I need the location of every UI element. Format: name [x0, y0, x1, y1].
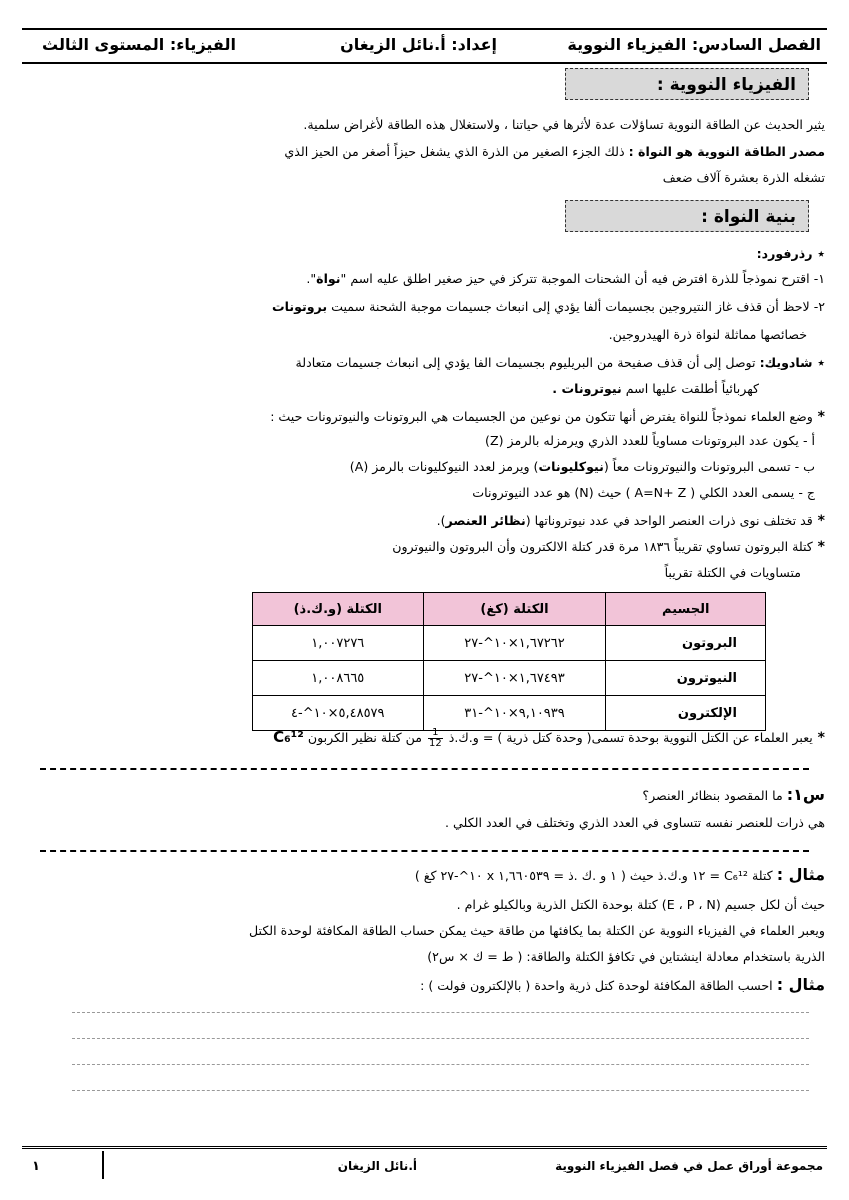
particle-mass-table [252, 592, 766, 731]
answer-line [72, 1090, 809, 1091]
page-number: ١ [32, 1159, 40, 1174]
table-header-cell: الكتلة (و.ك.ذ) [253, 593, 424, 626]
answer-line [72, 1038, 809, 1039]
star-bullet-icon: * [812, 539, 825, 555]
table-header-cell: الجسيم [606, 593, 766, 626]
star-bullet-icon: * [812, 730, 825, 746]
model-point-c: ج - يسمى العدد الكلي ( A=N+ Z ) حيث (N) هو عدد النيوترونات [472, 485, 815, 500]
separator-line [40, 768, 809, 770]
mass-kg: ١,٦٧٤٩٣×١٠^-٢٧ [423, 661, 606, 696]
fraction-one-twelfth: $\frac{1}{12}$ [429, 727, 442, 749]
page-footer [22, 1146, 827, 1181]
star-bullet-icon: ٭ [812, 355, 825, 371]
mass-amu: ١,٠٠٧٢٧٦ [253, 626, 424, 661]
example-2-label: مثال : [776, 975, 825, 994]
particle-name: الإلكترون [606, 696, 766, 731]
table-row [253, 696, 766, 731]
level-label: الفيزياء: المستوى الثالث [42, 35, 236, 54]
chapter-title: الفصل السادس: الفيزياء النووية [567, 35, 821, 54]
energy-source-label: مصدر الطاقة النووية هو النواة : [628, 144, 825, 159]
table-header-row [253, 593, 766, 626]
energy-source-line [24, 143, 825, 161]
section-title-nucleus-structure: بنية النواة : [565, 200, 809, 232]
particle-name: النيوترون [606, 661, 766, 696]
question-label: س١: [786, 785, 825, 804]
example-line-4: الذرية باستخدام معادلة اينشتاين في تكافؤ الكتلة والطاقة: ( ط = ك × س٢) [427, 949, 825, 964]
model-intro: * وضع العلماء نموذجاً للنواة يفترض أنها تتكون من نوعين من الجسيمات هي البروتونات والنيوترونات حيث : [270, 409, 825, 425]
table-row [253, 626, 766, 661]
example-line-2: حيث أن لكل جسيم (E ، P ، N) كتلة بوحدة الكتل الذرية وبالكيلو غرام . [456, 897, 825, 912]
section-title-nuclear-physics: الفيزياء النووية : [565, 68, 809, 100]
answer-line [72, 1064, 809, 1065]
rutherford-point-1: ١- اقترح نموذجاً للذرة افترض فيه أن الشحنات الموجبة تتركز في حيز صغير اطلق عليه اسم "نواة". [306, 271, 825, 286]
chadwick-line-2: كهربائياً أطلقت عليها اسم نيوترونات . [552, 381, 759, 396]
amu-definition-line: * يعبر العلماء عن الكتل النووية بوحدة تسمى( وحدة كتل ذرية ) = و.ك.ذ $\frac{1}{12}$ من كتلة نظير الكربون C₆¹² [273, 727, 825, 749]
star-bullet-icon: * [812, 409, 825, 425]
energy-source-text-2: تشغله الذرة بعشرة آلاف ضعف [662, 170, 825, 185]
example-2-line: مثال : احسب الطاقة المكافئة لوحدة كتل ذرية واحدة ( بالإلكترون فولت ) : [420, 975, 825, 994]
mass-line-2: متساويات في الكتلة تقريباً [664, 565, 801, 580]
carbon-12-symbol: C₆¹² [273, 728, 304, 746]
particle-name: البروتون [606, 626, 766, 661]
table-row [253, 661, 766, 696]
example-line-3: ويعبر العلماء في الفيزياء النووية عن الكتلة بما يكافئها من طاقة حيث يمكن حساب الطاقة المكافئة لوحدة الكتل [249, 923, 825, 938]
rutherford-point-2-cont: خصائصها مماثلة لنواة ذرة الهيدروجين. [608, 327, 807, 342]
page-header [22, 28, 827, 64]
isotopes-line: * قد تختلف نوى ذرات العنصر الواحد في عدد نيوتروناتها (نظائر العنصر). [436, 513, 825, 529]
footer-author: أ.نائل الزيغان [337, 1159, 417, 1173]
mass-amu: ٥,٤٨٥٧٩×١٠^-٤ [253, 696, 424, 731]
footer-title: مجموعة أوراق عمل في فصل الفيزياء النووية [555, 1159, 823, 1173]
mass-kg: ٩,١٠٩٣٩×١٠^-٣١ [423, 696, 606, 731]
answer-line [72, 1012, 809, 1013]
star-bullet-icon: * [812, 513, 825, 529]
question-1: س١: ما المقصود بنظائر العنصر؟ [642, 785, 825, 804]
author-credit: إعداد: أ.نائل الزيغان [340, 35, 497, 54]
footer-divider [102, 1151, 104, 1179]
rutherford-heading: ٭ رذرفورد: [756, 246, 825, 262]
model-point-a: أ - يكون عدد البروتونات مساوياً للعدد الذري ويرمزله بالرمز (Z) [485, 433, 815, 448]
answer-1: هي ذرات للعنصر نفسه تتساوى في العدد الذري وتختلف في العدد الكلي . [444, 815, 825, 830]
model-point-b: ب - تسمى البروتونات والنيوترونات معاً (نيوكليونات) ويرمز لعدد النيوكليونات بالرمز (A) [349, 459, 815, 474]
example-line-1: مثال : كتلة C₆¹² = ١٢ و.ك.ذ حيث ( ١ و .ك .ذ = ١,٦٦٠٥٣٩ x ١٠^-٢٧ كغ ) [414, 865, 825, 884]
mass-line: * كتلة البروتون تساوي تقريباً ١٨٣٦ مرة قدر كتلة الالكترون وأن البروتون والنيوترون [392, 539, 825, 555]
rutherford-point-2: ٢- لاحظ أن قذف غاز النتيروجين بجسيمات ألفا يؤدي إلى انبعاث جسيمات موجبة الشحنة سميت بروتونات [271, 299, 825, 314]
star-bullet-icon: ٭ [812, 246, 825, 262]
separator-line [40, 850, 809, 852]
intro-text: يثير الحديث عن الطاقة النووية تساؤلات عدة لأثرها في حياتنا ، ولاستغلال هذه الطاقة لأغراض سلمية. [303, 117, 825, 132]
mass-amu: ١,٠٠٨٦٦٥ [253, 661, 424, 696]
table-header-cell: الكتلة (كغ) [423, 593, 606, 626]
example-label: مثال : [776, 865, 825, 884]
chadwick-line: ٭ شادويك: توصل إلى أن قذف صفيحة من البريليوم بجسيمات الفا يؤدي إلى انبعاث جسيمات متعادلة [295, 355, 825, 371]
mass-kg: ١,٦٧٢٦٢×١٠^-٢٧ [423, 626, 606, 661]
energy-source-text: ذلك الجزء الصغير من الذرة الذي يشغل حيزاً أصغر من الحيز الذي [284, 144, 625, 159]
